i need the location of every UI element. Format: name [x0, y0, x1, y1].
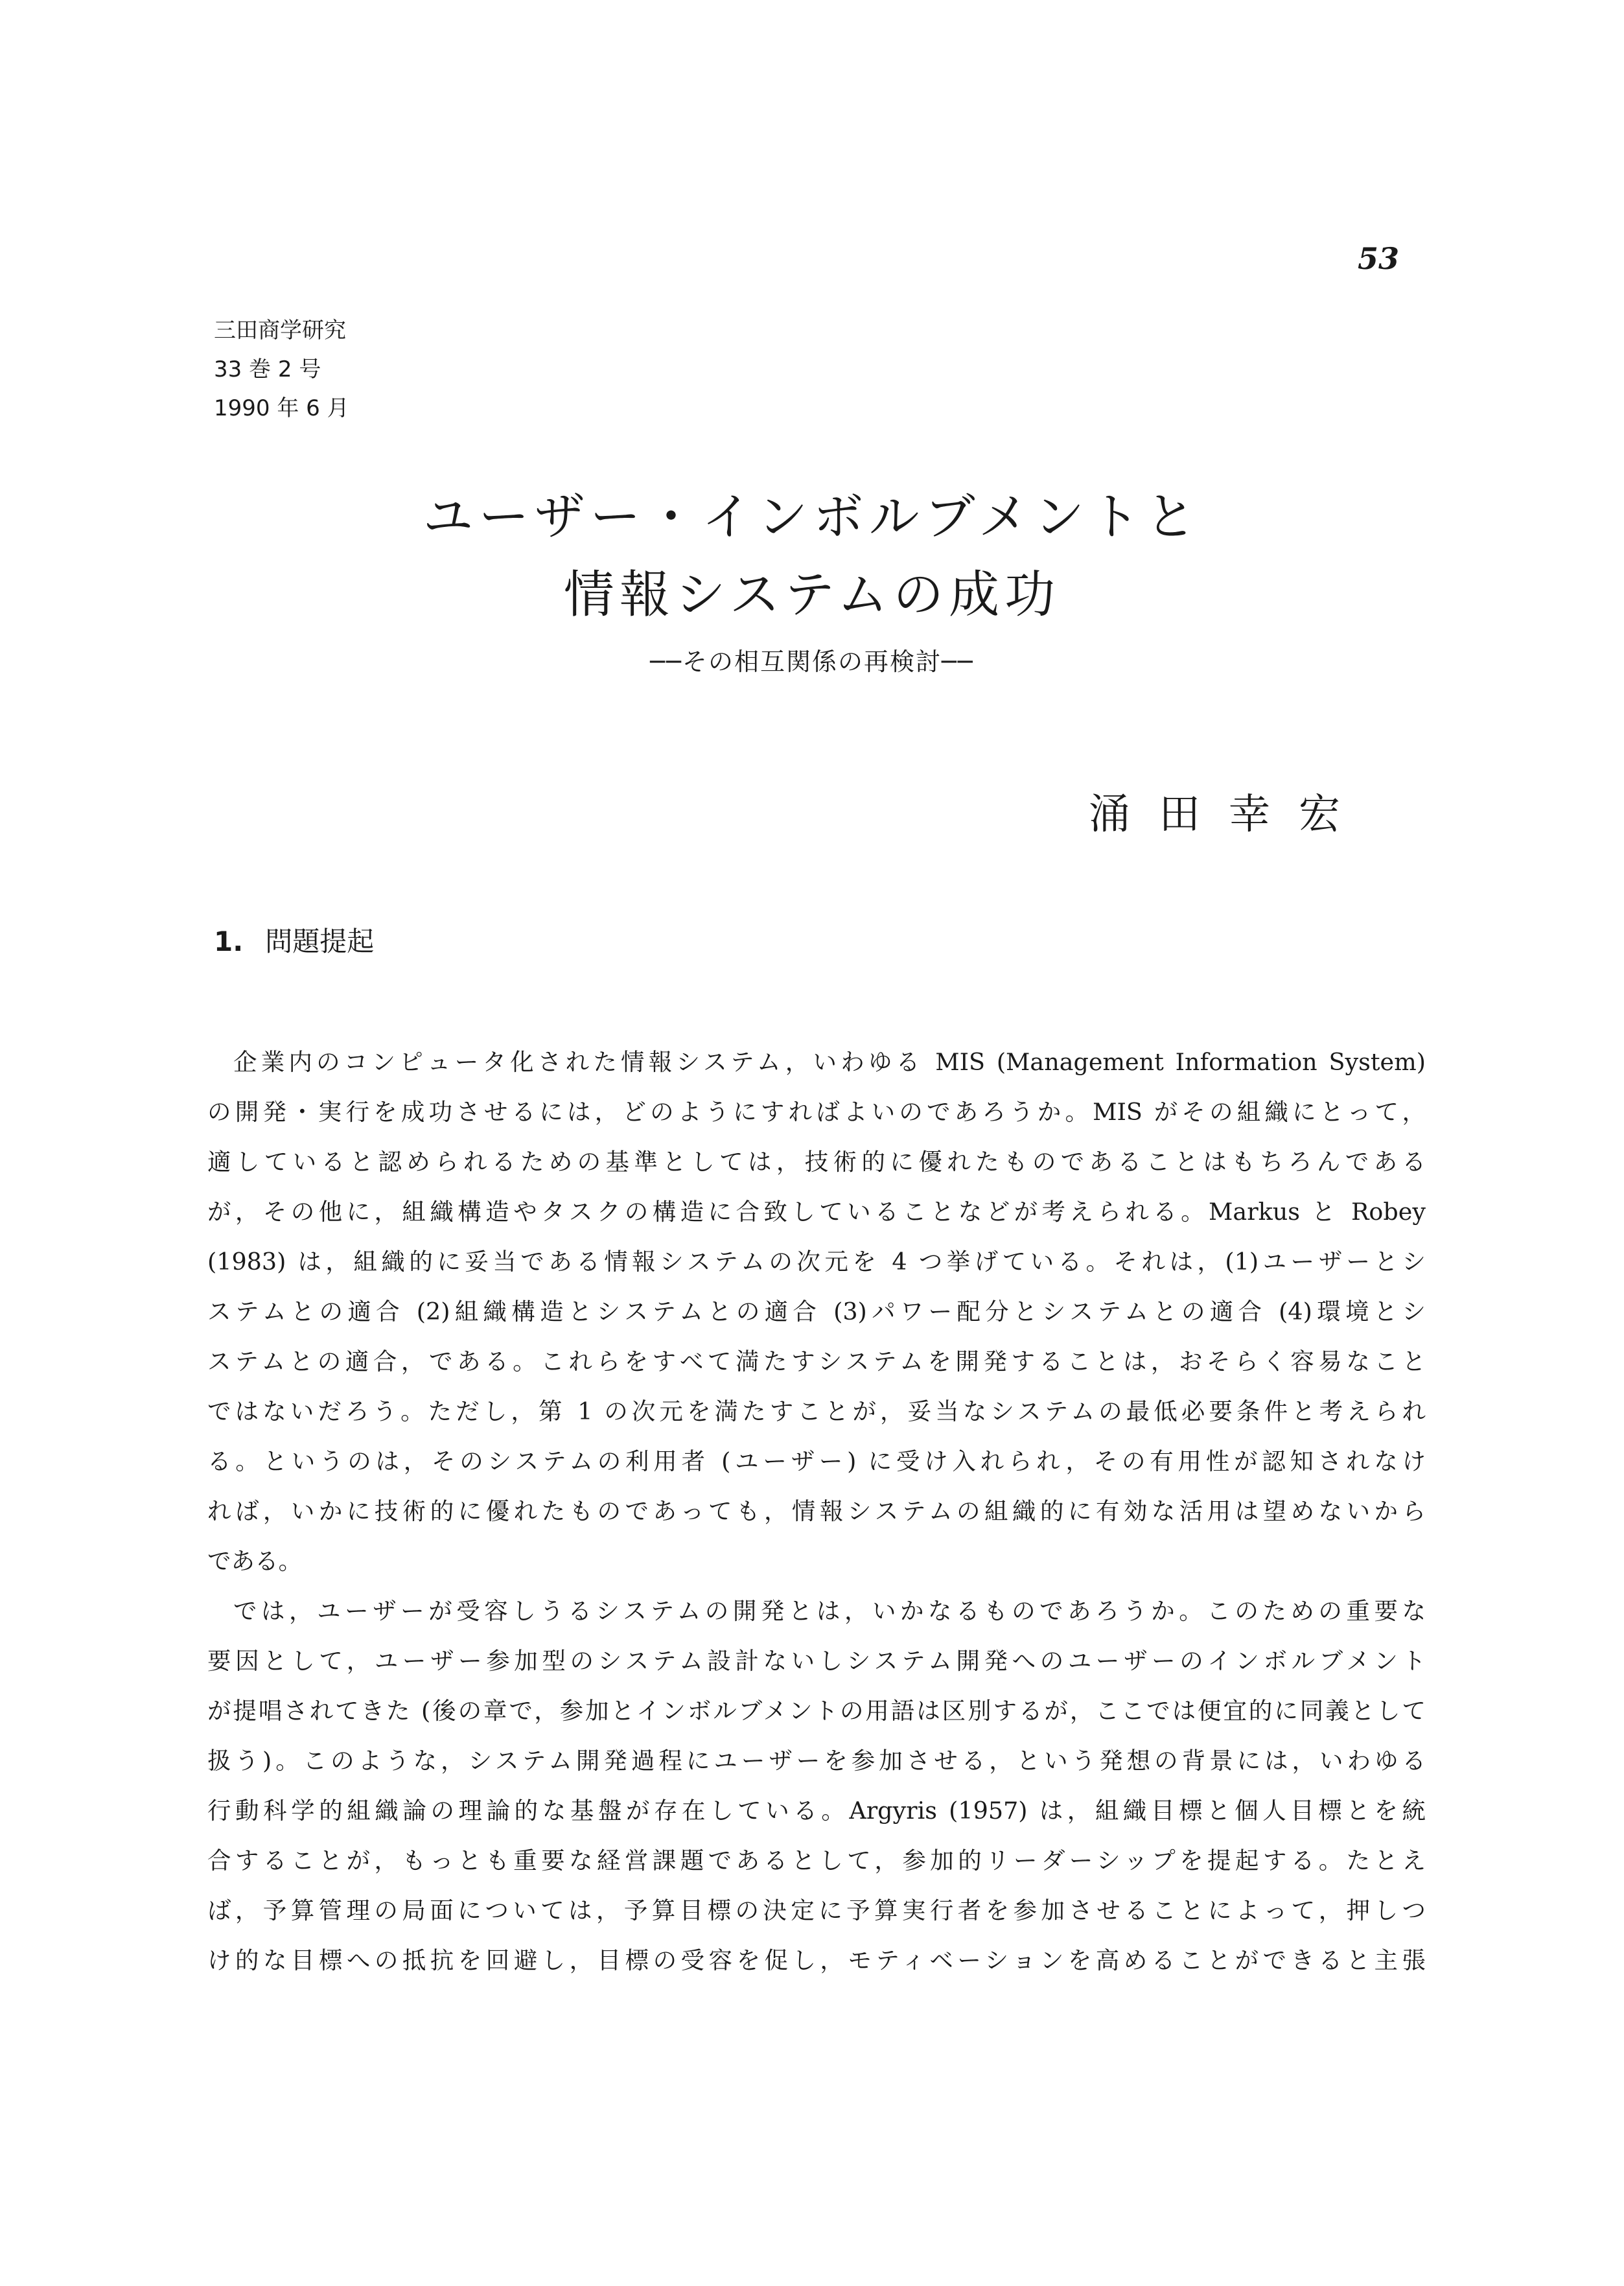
title-line-2: 情報システムの成功	[563, 566, 1061, 624]
body-line: ステムとの適合 (2)組織構造とシステムとの適合 (3)パワー配分とシステムとの適合 (4)環境とシ	[207, 1298, 1426, 1325]
body-line: る。というのは，そのシステムの利用者 (ユーザー) に受け入れられ，その有用性が認知されなけ	[207, 1447, 1426, 1475]
page-number: 53	[1358, 241, 1400, 276]
body-line: である。	[207, 1547, 302, 1575]
author-name: 涌田幸宏	[1089, 791, 1369, 839]
body-line: (1983) は，組織的に妥当である情報システムの次元を 4 つ挙げている。それは，(1)ユーザーとシ	[207, 1248, 1426, 1276]
body-line: れば，いかに技術的に優れたものであっても，情報システムの組織的に有効な活用は望めないから	[207, 1497, 1426, 1525]
body-line: 扱う)。このような，システム開発過程にユーザーを参加させる，という発想の背景には，いわゆる	[207, 1747, 1426, 1775]
body-line: では，ユーザーが受容しうるシステムの開発とは，いかなるものであろうか。このための重要な	[233, 1597, 1426, 1625]
section-title: 問題提起	[265, 926, 375, 957]
section-number: 1.	[214, 926, 244, 957]
journal-info	[214, 311, 349, 428]
body-line: 企業内のコンピュータ化された情報システム，いわゆる MIS (Management Information System)	[233, 1048, 1426, 1076]
body-line: 適していると認められるための基準としては，技術的に優れたものであることはもちろんである	[207, 1148, 1426, 1176]
body-line: が提唱されてきた (後の章で，参加とインボルブメントの用語は区別するが，ここでは便宜的に同義として	[207, 1697, 1426, 1725]
title-line-1: ユーザー・インボルブメントと	[423, 488, 1201, 546]
body-text	[207, 1037, 1426, 1985]
body-line: の開発・実行を成功させるには，どのようにすればよいのであろうか。MIS がその組織にとって，	[207, 1098, 1426, 1126]
journal-name: 三田商学研究	[214, 318, 346, 344]
body-line: け的な目標への抵抗を回避し，目標の受容を促し，モティベーションを高めることができると主張	[207, 1946, 1426, 1974]
body-line: 合することが，もっとも重要な経営課題であるとして，参加的リーダーシップを提起する。たとえ	[207, 1847, 1426, 1874]
journal-date: 1990 年 6 月	[214, 395, 349, 421]
body-line: が，その他に，組織構造やタスクの構造に合致していることなどが考えられる。Markus と Robey	[207, 1198, 1426, 1226]
body-line: ば，予算管理の局面については，予算目標の決定に予算実行者を参加させることによって，押しつ	[207, 1896, 1426, 1924]
body-line: 行動科学的組織論の理論的な基盤が存在している。Argyris (1957) は，組織目標と個人目標とを統	[207, 1797, 1426, 1825]
body-line: ではないだろう。ただし，第 1 の次元を満たすことが，妥当なシステムの最低必要条件と考えられ	[207, 1397, 1426, 1425]
body-line: ステムとの適合，である。これらをすべて満たすシステムを開発することは，おそらく容易なこと	[207, 1347, 1426, 1375]
journal-volume-issue: 33 巻 2 号	[214, 356, 321, 382]
subtitle: ──その相互関係の再検討──	[650, 647, 974, 676]
section-heading	[214, 920, 374, 959]
body-line: 要因として，ユーザー参加型のシステム設計ないしシステム開発へのユーザーのインボルブメント	[207, 1647, 1426, 1675]
